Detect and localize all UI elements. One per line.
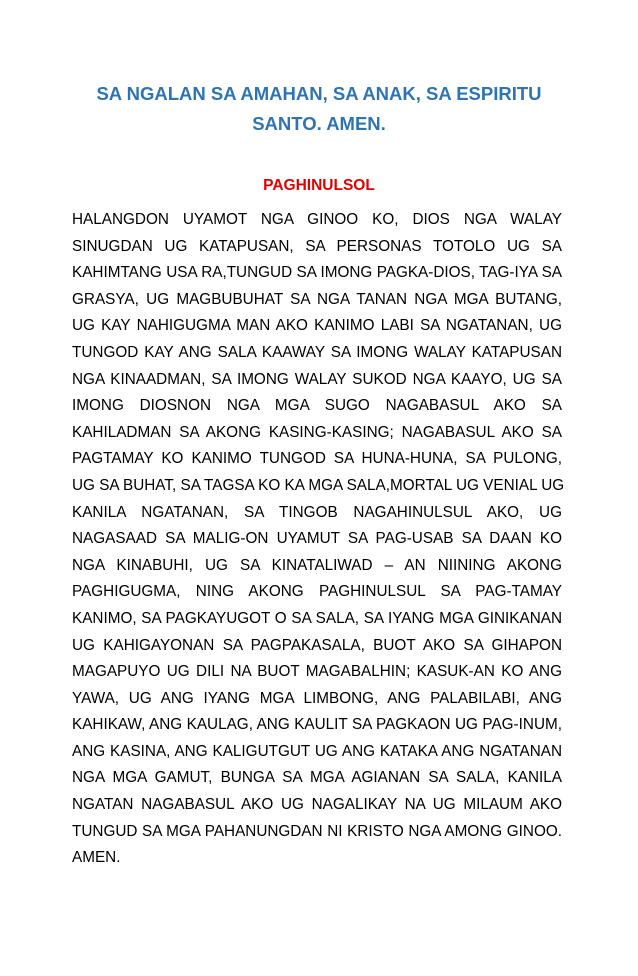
prayer-line: NGA KINABUHI, UG SA KINATALIWAD – AN NIINING AKONG	[72, 556, 562, 574]
prayer-line: KANIMO, SA PAGKAYUGOT O SA SALA, SA IYANG MGA GINIKANAN	[72, 609, 562, 627]
title-line: SA NGALAN SA AMAHAN, SA ANAK, SA ESPIRITU	[96, 83, 542, 104]
prayer-line: PAGHIGUGMA, NING AKONG PAGHINULSUL SA PAG-TAMAY	[72, 583, 562, 601]
section-heading: PAGHINULSOL	[263, 177, 375, 194]
page-title	[74, 79, 564, 139]
prayer-line: PAGTAMAY KO KANIMO TUNGOD SA HUNA-HUNA, SA PULONG,	[72, 450, 562, 468]
prayer-line: MAGAPUYO UG DILI NA BUOT MAGABALHIN; KASUK-AN KO ANG	[72, 663, 562, 681]
prayer-line: UG SA BUHAT, SA TAGSA KO KA MGA SALA,MORTAL UG VENIAL UG	[72, 476, 565, 494]
prayer-line: KAHIKAW, ANG KAULAG, ANG KAULIT SA PAGKAON UG PAG-INUM,	[72, 716, 562, 734]
title-line: SANTO. AMEN.	[252, 113, 386, 134]
prayer-line: ANG KASINA, ANG KALIGUTGUT UG ANG KATAKA ANG NGATANAN	[72, 742, 562, 760]
prayer-line: TUNGUD SA MGA PAHANUNGDAN NI KRISTO NGA AMONG GINOO.	[72, 822, 562, 840]
prayer-line: NAGASAAD SA MALIG-ON UYAMUT SA PAG-USAB SA DAAN KO	[72, 530, 562, 548]
prayer-line: YAWA, UG ANG IYANG MGA LIMBONG, ANG PALABILABI, ANG	[72, 689, 562, 707]
prayer-line: AMEN.	[72, 849, 121, 867]
prayer-line: SINUGDAN UG KATAPUSAN, SA PERSONAS TOTOLO UG SA	[72, 237, 562, 255]
prayer-line: HALANGDON UYAMOT NGA GINOO KO, DIOS NGA WALAY	[72, 211, 562, 228]
prayer-line: UG KAY NAHIGUGMA MAN AKO KANIMO LABI SA NGATANAN, UG	[72, 317, 562, 335]
prayer-line: KAHIMTANG USA RA,TUNGUD SA IMONG PAGKA-DIOS, TAG-IYA SA	[72, 264, 562, 282]
prayer-line: GRASYA, UG MAGBUBUHAT SA NGA TANAN NGA MGA BUTANG,	[72, 290, 562, 308]
prayer-body	[72, 207, 565, 872]
prayer-line: KAHILADMAN SA AKONG KASING-KASING; NAGABASUL AKO SA	[72, 423, 562, 441]
prayer-line: UG KAHIGAYONAN SA PAGPAKASALA, BUOT AKO SA GIHAPON	[72, 636, 562, 654]
prayer-line: NGA MGA GAMUT, BUNGA SA MGA AGIANAN SA SALA, KANILA	[72, 769, 562, 787]
prayer-line: IMONG DIOSNON NGA MGA SUGO NAGABASUL AKO SA	[72, 397, 562, 415]
prayer-line: NGATAN NAGABASUL AKO UG NAGALIKAY NA UG MILAUM AKO	[72, 796, 562, 814]
prayer-line: NGA KINAADMAN, SA IMONG WALAY SUKOD NGA KAAYO, UG SA	[72, 370, 562, 388]
prayer-line: KANILA NGATANAN, SA TINGOB NAGAHINULSUL AKO, UG	[72, 503, 562, 521]
prayer-line: TUNGOD KAY ANG SALA KAAWAY SA IMONG WALAY KATAPUSAN	[72, 343, 562, 361]
